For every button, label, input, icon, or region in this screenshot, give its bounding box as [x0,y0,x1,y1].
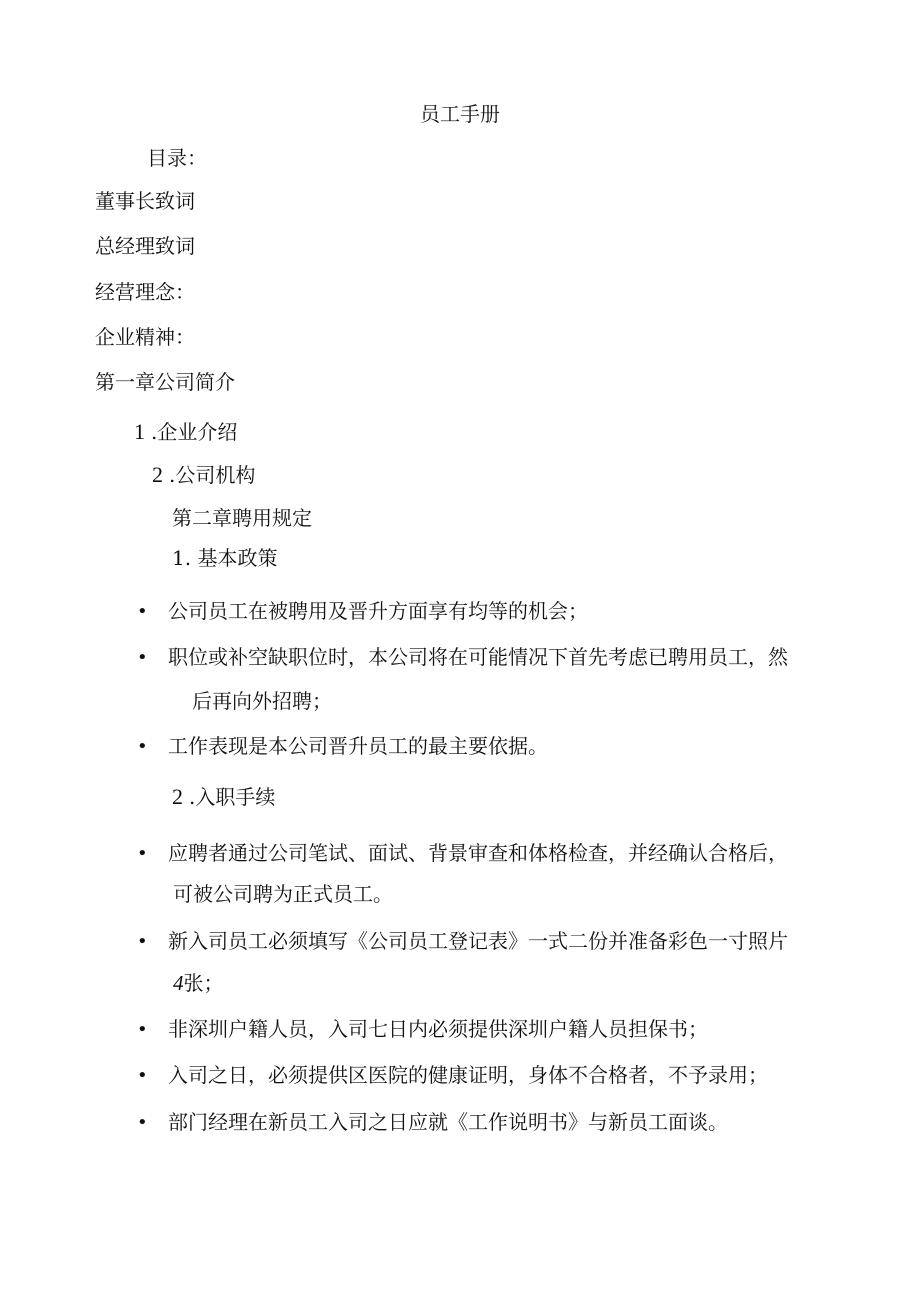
bullet-marker: • [137,843,148,864]
item-text: .入职手续 [189,785,276,809]
bullet-marker: • [137,1065,148,1086]
bullet-marker: • [137,601,148,622]
toc-label: 目录： [147,146,207,170]
bullet-marker: • [137,1019,148,1040]
toc-item: 总经理致词 [95,234,195,258]
bullet-marker: • [137,647,148,668]
item-text: .企业介绍 [151,420,238,444]
bullet-text: 入司之日，必须提供区医院的健康证明，身体不合格者，不予录用； [168,1063,768,1087]
bullet-text: 职位或补空缺职位时，本公司将在可能情况下首先考虑已聘用员工，然 [168,645,788,669]
toc-item: 第一章公司简介 [95,370,235,394]
chapter1-item [152,462,255,488]
toc-item: 企业精神： [95,325,195,349]
bullet-text: 新入司员工必须填写《公司员工登记表》一式二份并准备彩色一寸照片 [168,929,788,953]
chapter1-item [134,419,237,445]
chapter2-title: 第二章聘用规定 [172,506,312,530]
bullet-marker: • [137,931,148,952]
item-number: 2 [172,784,183,809]
toc-item: 经营理念： [95,280,195,304]
document-title: 员工手册 [420,102,500,126]
bullet-marker: • [137,1112,148,1133]
section-heading [172,784,275,810]
bullet-text: 非深圳户籍人员，入司七日内必须提供深圳户籍人员担保书； [168,1017,708,1041]
section-heading: 1. 基本政策 [172,546,278,570]
bullet-text-continued: 后再向外招聘； [192,689,332,713]
bullet-text: 应聘者通过公司笔试、面试、背景审查和体格检查，并经确认合格后， [168,841,788,865]
item-text: .公司机构 [169,463,256,487]
bullet-marker: • [137,736,148,757]
toc-item: 董事长致词 [95,189,195,213]
bullet-text: 部门经理在新员工入司之日应就《工作说明书》与新员工面谈。 [168,1110,728,1134]
item-number: 2 [152,462,163,487]
bullet-text: 工作表现是本公司晋升员工的最主要依据。 [168,734,548,758]
photo-unit: 张； [183,971,224,995]
bullet-text: 公司员工在被聘用及晋升方面享有均等的机会； [168,599,588,623]
bullet-text-continued: 可被公司聘为正式员工。 [173,882,393,906]
bullet-text-continued [173,970,224,996]
item-number: 1 [134,419,145,444]
photo-count: 4 [173,971,184,995]
